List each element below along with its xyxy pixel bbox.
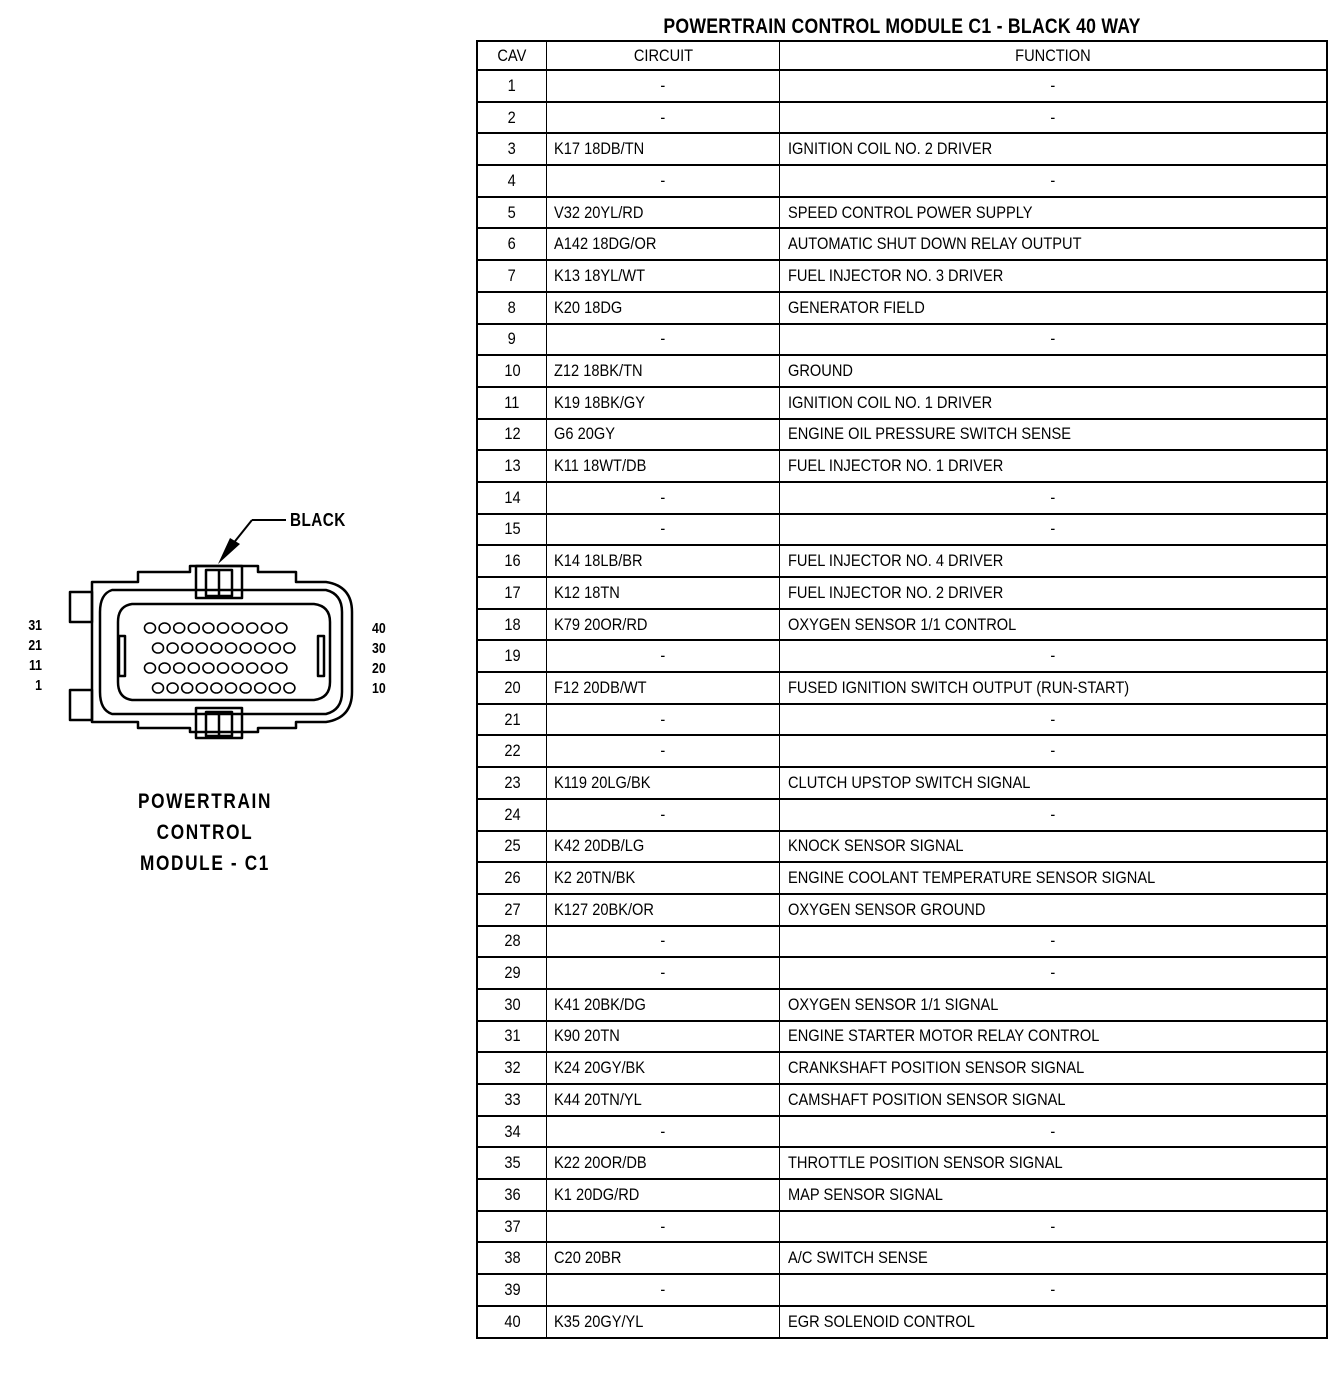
circuit-cell: - xyxy=(547,735,780,767)
circuit-cell: K19 18BK/GY xyxy=(547,387,780,419)
function-cell: ENGINE COOLANT TEMPERATURE SENSOR SIGNAL xyxy=(780,862,1328,894)
pin-cavity xyxy=(159,623,170,633)
pin-cavity xyxy=(269,683,280,693)
table-row xyxy=(477,1242,1327,1274)
pin-cavity xyxy=(276,663,287,673)
circuit-cell: K90 20TN xyxy=(547,1021,780,1053)
circuit-cell: - xyxy=(547,926,780,958)
circuit-cell: K2 20TN/BK xyxy=(547,862,780,894)
cav-cell: 38 xyxy=(477,1242,547,1274)
pin-cavity xyxy=(203,663,214,673)
table-row xyxy=(477,1116,1327,1148)
cav-cell: 21 xyxy=(477,704,547,736)
left-pin-label: 31 xyxy=(28,617,42,634)
right-pin-label: 30 xyxy=(372,640,386,657)
pin-cavity xyxy=(276,623,287,633)
pin-cavity xyxy=(255,643,266,653)
cav-cell: 27 xyxy=(477,894,547,926)
pin-cavity xyxy=(218,623,229,633)
pin-cavity xyxy=(284,683,295,693)
connector-diagram xyxy=(0,490,440,890)
table-row xyxy=(477,102,1327,134)
pin-cavity xyxy=(174,663,185,673)
cav-cell: 5 xyxy=(477,197,547,229)
circuit-cell: - xyxy=(547,70,780,102)
function-cell: CAMSHAFT POSITION SENSOR SIGNAL xyxy=(780,1084,1328,1116)
cav-cell: 2 xyxy=(477,102,547,134)
right-pin-label: 40 xyxy=(372,620,386,637)
cav-cell: 29 xyxy=(477,957,547,989)
circuit-cell: - xyxy=(547,957,780,989)
table-row xyxy=(477,577,1327,609)
circuit-cell: - xyxy=(547,1274,780,1306)
function-cell: ENGINE OIL PRESSURE SWITCH SENSE xyxy=(780,419,1328,451)
pin-cavity xyxy=(167,683,178,693)
circuit-cell: K44 20TN/YL xyxy=(547,1084,780,1116)
pin-cavity xyxy=(145,623,156,633)
table-row xyxy=(477,704,1327,736)
circuit-cell: - xyxy=(547,324,780,356)
pin-cavity xyxy=(226,643,237,653)
function-cell: KNOCK SENSOR SIGNAL xyxy=(780,831,1328,863)
pin-cavity xyxy=(153,643,164,653)
table-row xyxy=(477,609,1327,641)
cav-cell: 12 xyxy=(477,419,547,451)
circuit-cell: K41 20BK/DG xyxy=(547,989,780,1021)
circuit-cell: C20 20BR xyxy=(547,1242,780,1274)
table-row xyxy=(477,894,1327,926)
circuit-cell: K12 18TN xyxy=(547,577,780,609)
table-row xyxy=(477,767,1327,799)
table-row xyxy=(477,355,1327,387)
cav-cell: 28 xyxy=(477,926,547,958)
table-row xyxy=(477,228,1327,260)
cav-cell: 19 xyxy=(477,640,547,672)
function-cell: IGNITION COIL NO. 2 DRIVER xyxy=(780,133,1328,165)
caption-line: POWERTRAIN xyxy=(137,790,273,813)
cav-cell: 32 xyxy=(477,1052,547,1084)
cav-cell: 39 xyxy=(477,1274,547,1306)
circuit-cell: - xyxy=(547,799,780,831)
cav-cell: 14 xyxy=(477,482,547,514)
pin-cavity xyxy=(247,663,258,673)
table-row xyxy=(477,197,1327,229)
table-row xyxy=(477,260,1327,292)
function-cell: OXYGEN SENSOR 1/1 CONTROL xyxy=(780,609,1328,641)
connector-color-callout: BLACK xyxy=(290,510,346,530)
circuit-cell: - xyxy=(547,102,780,134)
table-row xyxy=(477,862,1327,894)
cav-cell: 35 xyxy=(477,1147,547,1179)
function-cell: - xyxy=(780,640,1328,672)
circuit-cell: K17 18DB/TN xyxy=(547,133,780,165)
cav-cell: 8 xyxy=(477,292,547,324)
pin-cavity xyxy=(284,643,295,653)
pin-cavity xyxy=(153,683,164,693)
function-cell: IGNITION COIL NO. 1 DRIVER xyxy=(780,387,1328,419)
function-cell: FUSED IGNITION SWITCH OUTPUT (RUN-START) xyxy=(780,672,1328,704)
circuit-cell: - xyxy=(547,514,780,546)
pin-cavity xyxy=(182,643,193,653)
table-row xyxy=(477,672,1327,704)
pin-cavity xyxy=(159,663,170,673)
function-cell: OXYGEN SENSOR 1/1 SIGNAL xyxy=(780,989,1328,1021)
pin-cavity xyxy=(188,623,199,633)
function-cell: - xyxy=(780,704,1328,736)
caption-line: MODULE - C1 xyxy=(140,852,270,875)
table-row xyxy=(477,292,1327,324)
circuit-cell: K119 20LG/BK xyxy=(547,767,780,799)
cav-cell: 23 xyxy=(477,767,547,799)
table-row xyxy=(477,1211,1327,1243)
header-cav: CAV xyxy=(477,41,547,70)
function-cell: - xyxy=(780,1274,1328,1306)
pin-cavity xyxy=(174,623,185,633)
function-cell: MAP SENSOR SIGNAL xyxy=(780,1179,1328,1211)
caption-line: CONTROL xyxy=(156,821,254,844)
pin-cavity xyxy=(261,623,272,633)
function-cell: - xyxy=(780,957,1328,989)
function-cell: - xyxy=(780,926,1328,958)
pin-cavity xyxy=(218,663,229,673)
table-row xyxy=(477,1084,1327,1116)
function-cell: CLUTCH UPSTOP SWITCH SIGNAL xyxy=(780,767,1328,799)
circuit-cell: - xyxy=(547,482,780,514)
cav-cell: 37 xyxy=(477,1211,547,1243)
circuit-cell: F12 20DB/WT xyxy=(547,672,780,704)
cav-cell: 10 xyxy=(477,355,547,387)
left-pin-label: 1 xyxy=(35,677,42,694)
circuit-cell: K13 18YL/WT xyxy=(547,260,780,292)
pin-cavity xyxy=(182,683,193,693)
table-row xyxy=(477,165,1327,197)
pin-cavity xyxy=(196,683,207,693)
function-cell: - xyxy=(780,1211,1328,1243)
cav-cell: 17 xyxy=(477,577,547,609)
circuit-cell: - xyxy=(547,640,780,672)
cav-cell: 33 xyxy=(477,1084,547,1116)
function-cell: FUEL INJECTOR NO. 1 DRIVER xyxy=(780,450,1328,482)
header-function: FUNCTION xyxy=(780,41,1328,70)
cav-cell: 9 xyxy=(477,324,547,356)
cav-cell: 18 xyxy=(477,609,547,641)
table-body xyxy=(477,70,1327,1338)
table-row xyxy=(477,799,1327,831)
table-row xyxy=(477,482,1327,514)
function-cell: - xyxy=(780,102,1328,134)
pin-cavity xyxy=(232,663,243,673)
pin-cavity xyxy=(247,623,258,633)
circuit-cell: K22 20OR/DB xyxy=(547,1147,780,1179)
pin-cavity xyxy=(255,683,266,693)
table-row xyxy=(477,387,1327,419)
pin-cavity xyxy=(211,683,222,693)
table-row xyxy=(477,133,1327,165)
pin-cavity xyxy=(226,683,237,693)
cav-cell: 20 xyxy=(477,672,547,704)
pin-cavity xyxy=(145,663,156,673)
table-row xyxy=(477,640,1327,672)
circuit-cell: - xyxy=(547,1211,780,1243)
table-row xyxy=(477,514,1327,546)
left-pin-label: 21 xyxy=(28,637,42,654)
cav-cell: 13 xyxy=(477,450,547,482)
function-cell: AUTOMATIC SHUT DOWN RELAY OUTPUT xyxy=(780,228,1328,260)
function-cell: - xyxy=(780,70,1328,102)
table-row xyxy=(477,1021,1327,1053)
circuit-cell: K14 18LB/BR xyxy=(547,545,780,577)
cav-cell: 30 xyxy=(477,989,547,1021)
cav-cell: 34 xyxy=(477,1116,547,1148)
cav-cell: 36 xyxy=(477,1179,547,1211)
function-cell: OXYGEN SENSOR GROUND xyxy=(780,894,1328,926)
function-cell: THROTTLE POSITION SENSOR SIGNAL xyxy=(780,1147,1328,1179)
function-cell: - xyxy=(780,482,1328,514)
cav-cell: 6 xyxy=(477,228,547,260)
cav-cell: 7 xyxy=(477,260,547,292)
cav-cell: 15 xyxy=(477,514,547,546)
cav-cell: 1 xyxy=(477,70,547,102)
right-pin-label: 20 xyxy=(372,660,386,677)
function-cell: EGR SOLENOID CONTROL xyxy=(780,1306,1328,1338)
left-pin-label: 11 xyxy=(28,657,42,674)
cav-cell: 31 xyxy=(477,1021,547,1053)
cav-cell: 40 xyxy=(477,1306,547,1338)
cav-cell: 3 xyxy=(477,133,547,165)
table-row xyxy=(477,1179,1327,1211)
pin-cavity xyxy=(269,643,280,653)
circuit-cell: K42 20DB/LG xyxy=(547,831,780,863)
pin-cavity xyxy=(240,643,251,653)
circuit-cell: K20 18DG xyxy=(547,292,780,324)
cav-cell: 26 xyxy=(477,862,547,894)
pin-cavity xyxy=(261,663,272,673)
cav-cell: 11 xyxy=(477,387,547,419)
pin-cavity xyxy=(232,623,243,633)
circuit-cell: - xyxy=(547,704,780,736)
table-row xyxy=(477,926,1327,958)
pin-cavity xyxy=(188,663,199,673)
circuit-cell: - xyxy=(547,165,780,197)
circuit-cell: K79 20OR/RD xyxy=(547,609,780,641)
circuit-cell: - xyxy=(547,1116,780,1148)
circuit-cell: K1 20DG/RD xyxy=(547,1179,780,1211)
pin-cavity xyxy=(240,683,251,693)
pinout-table xyxy=(476,40,1328,1339)
circuit-cell: G6 20GY xyxy=(547,419,780,451)
table-row xyxy=(477,831,1327,863)
function-cell: - xyxy=(780,735,1328,767)
cav-cell: 4 xyxy=(477,165,547,197)
function-cell: FUEL INJECTOR NO. 4 DRIVER xyxy=(780,545,1328,577)
table-row xyxy=(477,1274,1327,1306)
table-row xyxy=(477,989,1327,1021)
table-row xyxy=(477,324,1327,356)
circuit-cell: K24 20GY/BK xyxy=(547,1052,780,1084)
pin-cavity xyxy=(211,643,222,653)
table-row xyxy=(477,545,1327,577)
function-cell: - xyxy=(780,324,1328,356)
table-title: POWERTRAIN CONTROL MODULE C1 - BLACK 40 WAY xyxy=(663,15,1141,38)
cav-cell: 22 xyxy=(477,735,547,767)
right-pin-label: 10 xyxy=(372,680,386,697)
function-cell: FUEL INJECTOR NO. 2 DRIVER xyxy=(780,577,1328,609)
function-cell: A/C SWITCH SENSE xyxy=(780,1242,1328,1274)
circuit-cell: V32 20YL/RD xyxy=(547,197,780,229)
circuit-cell: K35 20GY/YL xyxy=(547,1306,780,1338)
diagram-caption xyxy=(60,786,350,879)
circuit-cell: Z12 18BK/TN xyxy=(547,355,780,387)
cav-cell: 24 xyxy=(477,799,547,831)
header-circuit: CIRCUIT xyxy=(547,41,780,70)
function-cell: GROUND xyxy=(780,355,1328,387)
function-cell: - xyxy=(780,1116,1328,1148)
table-row xyxy=(477,1306,1327,1338)
pin-cavity xyxy=(167,643,178,653)
table-row xyxy=(477,450,1327,482)
table-row xyxy=(477,1052,1327,1084)
function-cell: GENERATOR FIELD xyxy=(780,292,1328,324)
table-row xyxy=(477,1147,1327,1179)
function-cell: FUEL INJECTOR NO. 3 DRIVER xyxy=(780,260,1328,292)
function-cell: SPEED CONTROL POWER SUPPLY xyxy=(780,197,1328,229)
function-cell: CRANKSHAFT POSITION SENSOR SIGNAL xyxy=(780,1052,1328,1084)
table-row xyxy=(477,957,1327,989)
function-cell: ENGINE STARTER MOTOR RELAY CONTROL xyxy=(780,1021,1328,1053)
table-row xyxy=(477,70,1327,102)
cav-cell: 16 xyxy=(477,545,547,577)
table-row xyxy=(477,735,1327,767)
pin-cavity xyxy=(196,643,207,653)
circuit-cell: K127 20BK/OR xyxy=(547,894,780,926)
function-cell: - xyxy=(780,799,1328,831)
table-row xyxy=(477,419,1327,451)
circuit-cell: K11 18WT/DB xyxy=(547,450,780,482)
pin-cavity xyxy=(203,623,214,633)
circuit-cell: A142 18DG/OR xyxy=(547,228,780,260)
cav-cell: 25 xyxy=(477,831,547,863)
table-header-row xyxy=(477,41,1327,70)
function-cell: - xyxy=(780,514,1328,546)
function-cell: - xyxy=(780,165,1328,197)
